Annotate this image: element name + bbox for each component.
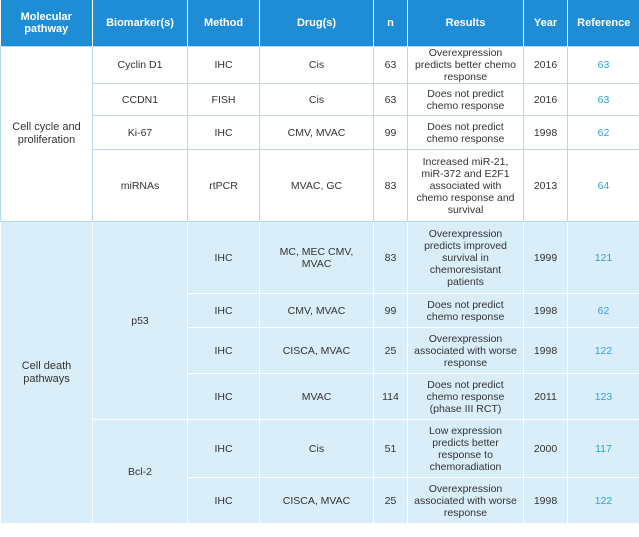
drugs-cell: MC, MEC CMV, MVAC	[260, 222, 374, 294]
drugs-cell: MVAC, GC	[260, 150, 374, 222]
results-cell: Low expression predicts better response to chemoradiation	[408, 420, 524, 478]
method-cell: rtPCR	[188, 150, 260, 222]
year-cell: 2011	[524, 374, 568, 420]
reference-link[interactable]: 123	[568, 374, 639, 420]
results-cell: Overexpression associated with worse response	[408, 478, 524, 524]
n-cell: 114	[374, 374, 408, 420]
results-cell: Overexpression predicts improved survival in chemoresistant patients	[408, 222, 524, 294]
results-cell: Increased miR-21, miR-372 and E2F1 associated with chemo response and survival	[408, 150, 524, 222]
year-cell: 1998	[524, 294, 568, 328]
n-cell: 83	[374, 222, 408, 294]
col-header-n: n	[374, 0, 408, 47]
results-cell: Overexpression associated with worse response	[408, 328, 524, 374]
year-cell: 1998	[524, 116, 568, 150]
table-row	[1, 116, 639, 150]
biomarker-cell: Ki-67	[93, 116, 188, 150]
col-header-pathway: Molecular pathway	[1, 0, 93, 47]
drugs-cell: CISCA, MVAC	[260, 328, 374, 374]
table-row	[1, 84, 639, 116]
results-cell: Does not predict chemo response	[408, 116, 524, 150]
method-cell: IHC	[188, 294, 260, 328]
biomarker-cell: miRNAs	[93, 150, 188, 222]
n-cell: 51	[374, 420, 408, 478]
drugs-cell: CISCA, MVAC	[260, 478, 374, 524]
n-cell: 99	[374, 294, 408, 328]
biomarker-cell: p53	[93, 222, 188, 420]
pathway-cell: Cell death pathways	[1, 222, 93, 524]
reference-link[interactable]: 122	[568, 478, 639, 524]
col-header-reference: Reference	[568, 0, 639, 47]
results-cell: Overexpression predicts better chemo response	[408, 47, 524, 84]
reference-link[interactable]: 122	[568, 328, 639, 374]
year-cell: 2016	[524, 84, 568, 116]
reference-link[interactable]: 64	[568, 150, 639, 222]
method-cell: IHC	[188, 116, 260, 150]
table-row	[1, 222, 639, 294]
method-cell: IHC	[188, 328, 260, 374]
header-row	[1, 0, 639, 47]
reference-link[interactable]: 62	[568, 294, 639, 328]
year-cell: 1999	[524, 222, 568, 294]
year-cell: 2016	[524, 47, 568, 84]
col-header-method: Method	[188, 0, 260, 47]
method-cell: FISH	[188, 84, 260, 116]
year-cell: 1998	[524, 478, 568, 524]
drugs-cell: Cis	[260, 420, 374, 478]
table-row	[1, 420, 639, 478]
n-cell: 63	[374, 84, 408, 116]
method-cell: IHC	[188, 222, 260, 294]
reference-link[interactable]: 63	[568, 84, 639, 116]
method-cell: IHC	[188, 47, 260, 84]
drugs-cell: CMV, MVAC	[260, 294, 374, 328]
reference-link[interactable]: 117	[568, 420, 639, 478]
drugs-cell: Cis	[260, 84, 374, 116]
drugs-cell: MVAC	[260, 374, 374, 420]
n-cell: 99	[374, 116, 408, 150]
method-cell: IHC	[188, 478, 260, 524]
col-header-results: Results	[408, 0, 524, 47]
table-row	[1, 150, 639, 222]
method-cell: IHC	[188, 420, 260, 478]
reference-link[interactable]: 121	[568, 222, 639, 294]
n-cell: 25	[374, 328, 408, 374]
method-cell: IHC	[188, 374, 260, 420]
col-header-year: Year	[524, 0, 568, 47]
reference-link[interactable]: 62	[568, 116, 639, 150]
year-cell: 1998	[524, 328, 568, 374]
biomarker-cell: CCDN1	[93, 84, 188, 116]
n-cell: 83	[374, 150, 408, 222]
drugs-cell: Cis	[260, 47, 374, 84]
pathway-cell: Cell cycle and proliferation	[1, 47, 93, 222]
biomarker-cell: Cyclin D1	[93, 47, 188, 84]
col-header-biomarker: Biomarker(s)	[93, 0, 188, 47]
results-cell: Does not predict chemo response	[408, 84, 524, 116]
n-cell: 63	[374, 47, 408, 84]
results-cell: Does not predict chemo response	[408, 294, 524, 328]
col-header-drugs: Drug(s)	[260, 0, 374, 47]
reference-link[interactable]: 63	[568, 47, 639, 84]
drugs-cell: CMV, MVAC	[260, 116, 374, 150]
year-cell: 2000	[524, 420, 568, 478]
n-cell: 25	[374, 478, 408, 524]
table-row	[1, 47, 639, 84]
year-cell: 2013	[524, 150, 568, 222]
biomarker-cell: Bcl-2	[93, 420, 188, 524]
results-cell: Does not predict chemo response (phase III RCT)	[408, 374, 524, 420]
